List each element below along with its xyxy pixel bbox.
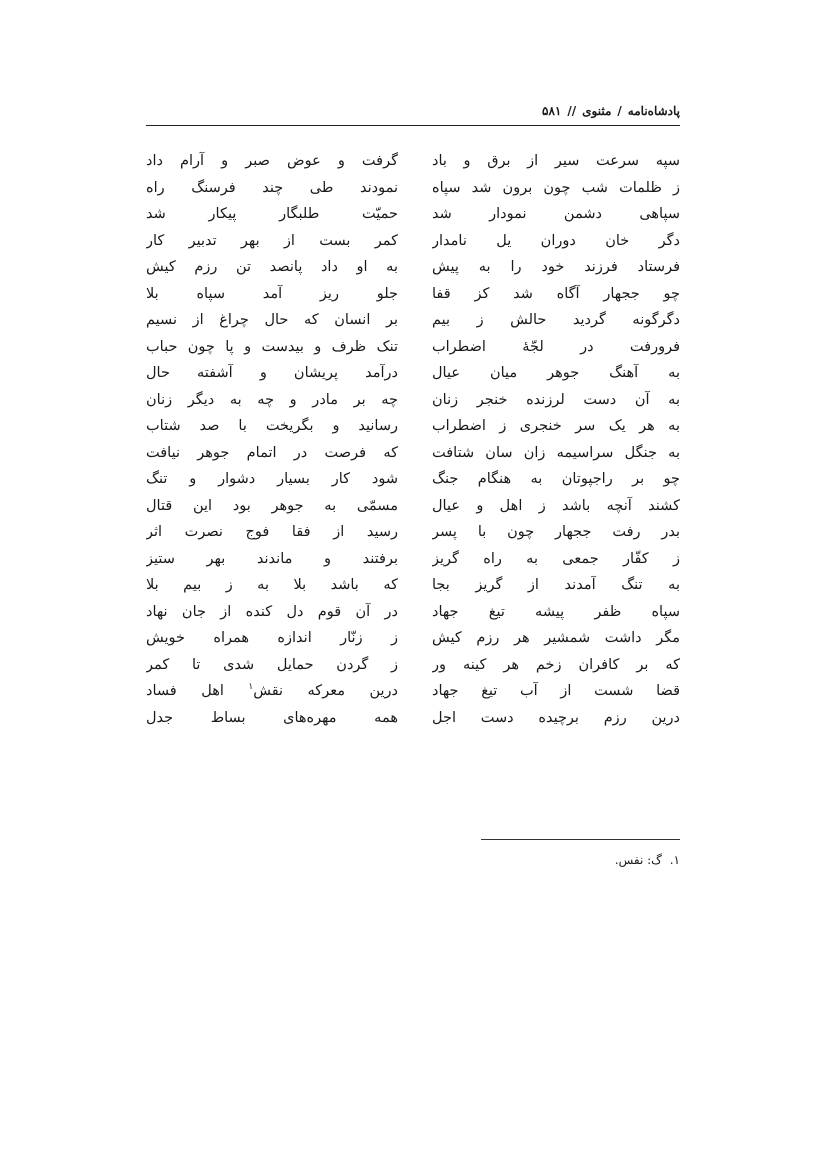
verse-couplet <box>0 652 826 679</box>
first-hemistich: ز کفّار جمعی به راه گریز <box>432 550 680 567</box>
first-hemistich: سپه سرعت سیر از برق و باد <box>432 153 680 169</box>
second-hemistich: شود کار بسیار دشوار و تنگ <box>146 471 398 487</box>
verse-couplet <box>0 254 826 281</box>
second-hemistich: درآمد پریشان و آشفته حال <box>146 365 398 381</box>
first-hemistich: درین رزم برچیده دست اجل <box>432 709 680 726</box>
first-hemistich: سپاه ظفر پیشه تیغ جهاد <box>432 603 680 620</box>
second-hemistich: به او داد پانصد تن رزم کیش <box>146 259 398 275</box>
first-hemistich: به آن دست لرزنده خنجر زنان <box>432 391 680 408</box>
verse-couplet <box>0 360 826 387</box>
verse-couplet <box>0 599 826 626</box>
footnote-text: گ: نفس. <box>614 853 662 867</box>
first-hemistich: ز ظلمات شب چون برون شد سپاه <box>432 179 680 196</box>
second-hemistich: چه بر مادر و چه به دیگر زنان <box>146 391 398 408</box>
second-hemistich: رسید از فقا فوج نصرت اثر <box>146 524 398 540</box>
first-hemistich: به جنگل سراسیمه زان سان شتافت <box>432 444 680 461</box>
verse-couplet <box>0 546 826 573</box>
page-number: ۵۸۱ <box>542 104 562 118</box>
verse-couplet <box>0 413 826 440</box>
first-hemistich: فرستاد فرزند خود را به پیش <box>432 259 680 275</box>
second-hemistich: ز گردن حمایل شدی تا کمر <box>146 656 398 673</box>
second-hemistich: جلو ریز آمد سپاه بلا <box>146 285 398 302</box>
running-header <box>146 100 680 122</box>
second-hemistich: حمیّت طلبگار پیکار شد <box>146 206 398 222</box>
second-hemistich: که فرصت در اتمام جوهر نیافت <box>146 444 398 461</box>
second-hemistich: که باشد بلا به ز بیم بلا <box>146 577 398 593</box>
first-hemistich: فرورفت در لجّهٔ اضطراب <box>432 338 680 355</box>
first-hemistich: که بر کافران زخم هر کینه ور <box>432 656 680 673</box>
header-rule <box>146 125 680 126</box>
second-hemistich: در آن قوم دل کنده از جان نهاد <box>146 603 398 620</box>
book-title: پادشاه‌نامه <box>627 104 680 118</box>
verse-couplet <box>0 705 826 732</box>
verse-couplet <box>0 281 826 308</box>
verse-block <box>0 148 826 731</box>
first-hemistich: قضا شست از آب تیغ جهاد <box>432 683 680 699</box>
second-hemistich: رسانید و بگریخت با صد شتاب <box>146 418 398 434</box>
hemistich-text-continued: اهل فساد <box>146 683 249 699</box>
first-hemistich: کشند آنچه باشد ز اهل و عیال <box>432 497 680 514</box>
first-hemistich: به آهنگ جوهر میان عیال <box>432 365 680 381</box>
verse-couplet <box>0 307 826 334</box>
verse-couplet <box>0 201 826 228</box>
second-hemistich: کمر بست از بهر تدبیر کار <box>146 232 398 249</box>
verse-couplet <box>0 493 826 520</box>
verse-couplet <box>0 625 826 652</box>
second-hemistich: بر انسان که حال چراغ از نسیم <box>146 312 398 328</box>
first-hemistich: به تنگ آمدند از گریز بجا <box>432 577 680 593</box>
second-hemistich: ز زنّار اندازه همراه خویش <box>146 630 398 646</box>
verse-couplet <box>0 228 826 255</box>
verse-couplet <box>0 148 826 175</box>
second-hemistich: گرفت و عوض صبر و آرام داد <box>146 153 398 169</box>
verse-couplet <box>0 572 826 599</box>
hemistich-text: درین معرکه نقش <box>253 683 398 699</box>
footnote-rule <box>481 839 680 840</box>
footnote <box>480 853 680 867</box>
second-hemistich: برفتند و ماندند بهر ستیز <box>146 550 398 567</box>
second-hemistich: همه مهره‌های بساط جدل <box>146 709 398 726</box>
verse-couplet <box>0 678 826 705</box>
verse-couplet <box>0 466 826 493</box>
first-hemistich: سپاهی دشمن نمودار شد <box>432 206 680 222</box>
second-hemistich: مسمّی به جوهر بود این قتال <box>146 497 398 514</box>
first-hemistich: دگر خان دوران یل نامدار <box>432 232 680 249</box>
verse-couplet <box>0 519 826 546</box>
second-hemistich: نمودند طی چند فرسنگ راه <box>146 179 398 196</box>
verse-couplet <box>0 387 826 414</box>
verse-couplet <box>0 334 826 361</box>
first-hemistich: چو بر راجپوتان به هنگام جنگ <box>432 471 680 487</box>
verse-couplet <box>0 175 826 202</box>
footnote-number: ۱. <box>669 853 680 867</box>
first-hemistich: به هر یک سر خنجری ز اضطراب <box>432 418 680 434</box>
second-hemistich: تنک ظرف و بیدست و پا چون حباب <box>146 338 398 355</box>
page-separator: // <box>567 104 577 118</box>
verse-couplet <box>0 440 826 467</box>
footnote-reference: ۱ <box>248 682 254 693</box>
first-hemistich: بدر رفت ججهار چون با پسر <box>432 524 680 540</box>
first-hemistich: دگرگونه گردید حالش ز بیم <box>432 312 680 328</box>
first-hemistich: مگر داشت شمشیر هر رزم کیش <box>432 630 680 646</box>
first-hemistich: چو ججهار آگاه شد کز قفا <box>432 285 680 302</box>
section-title: مثنوی <box>582 104 612 118</box>
title-separator: / <box>617 104 622 118</box>
second-hemistich <box>146 678 398 705</box>
